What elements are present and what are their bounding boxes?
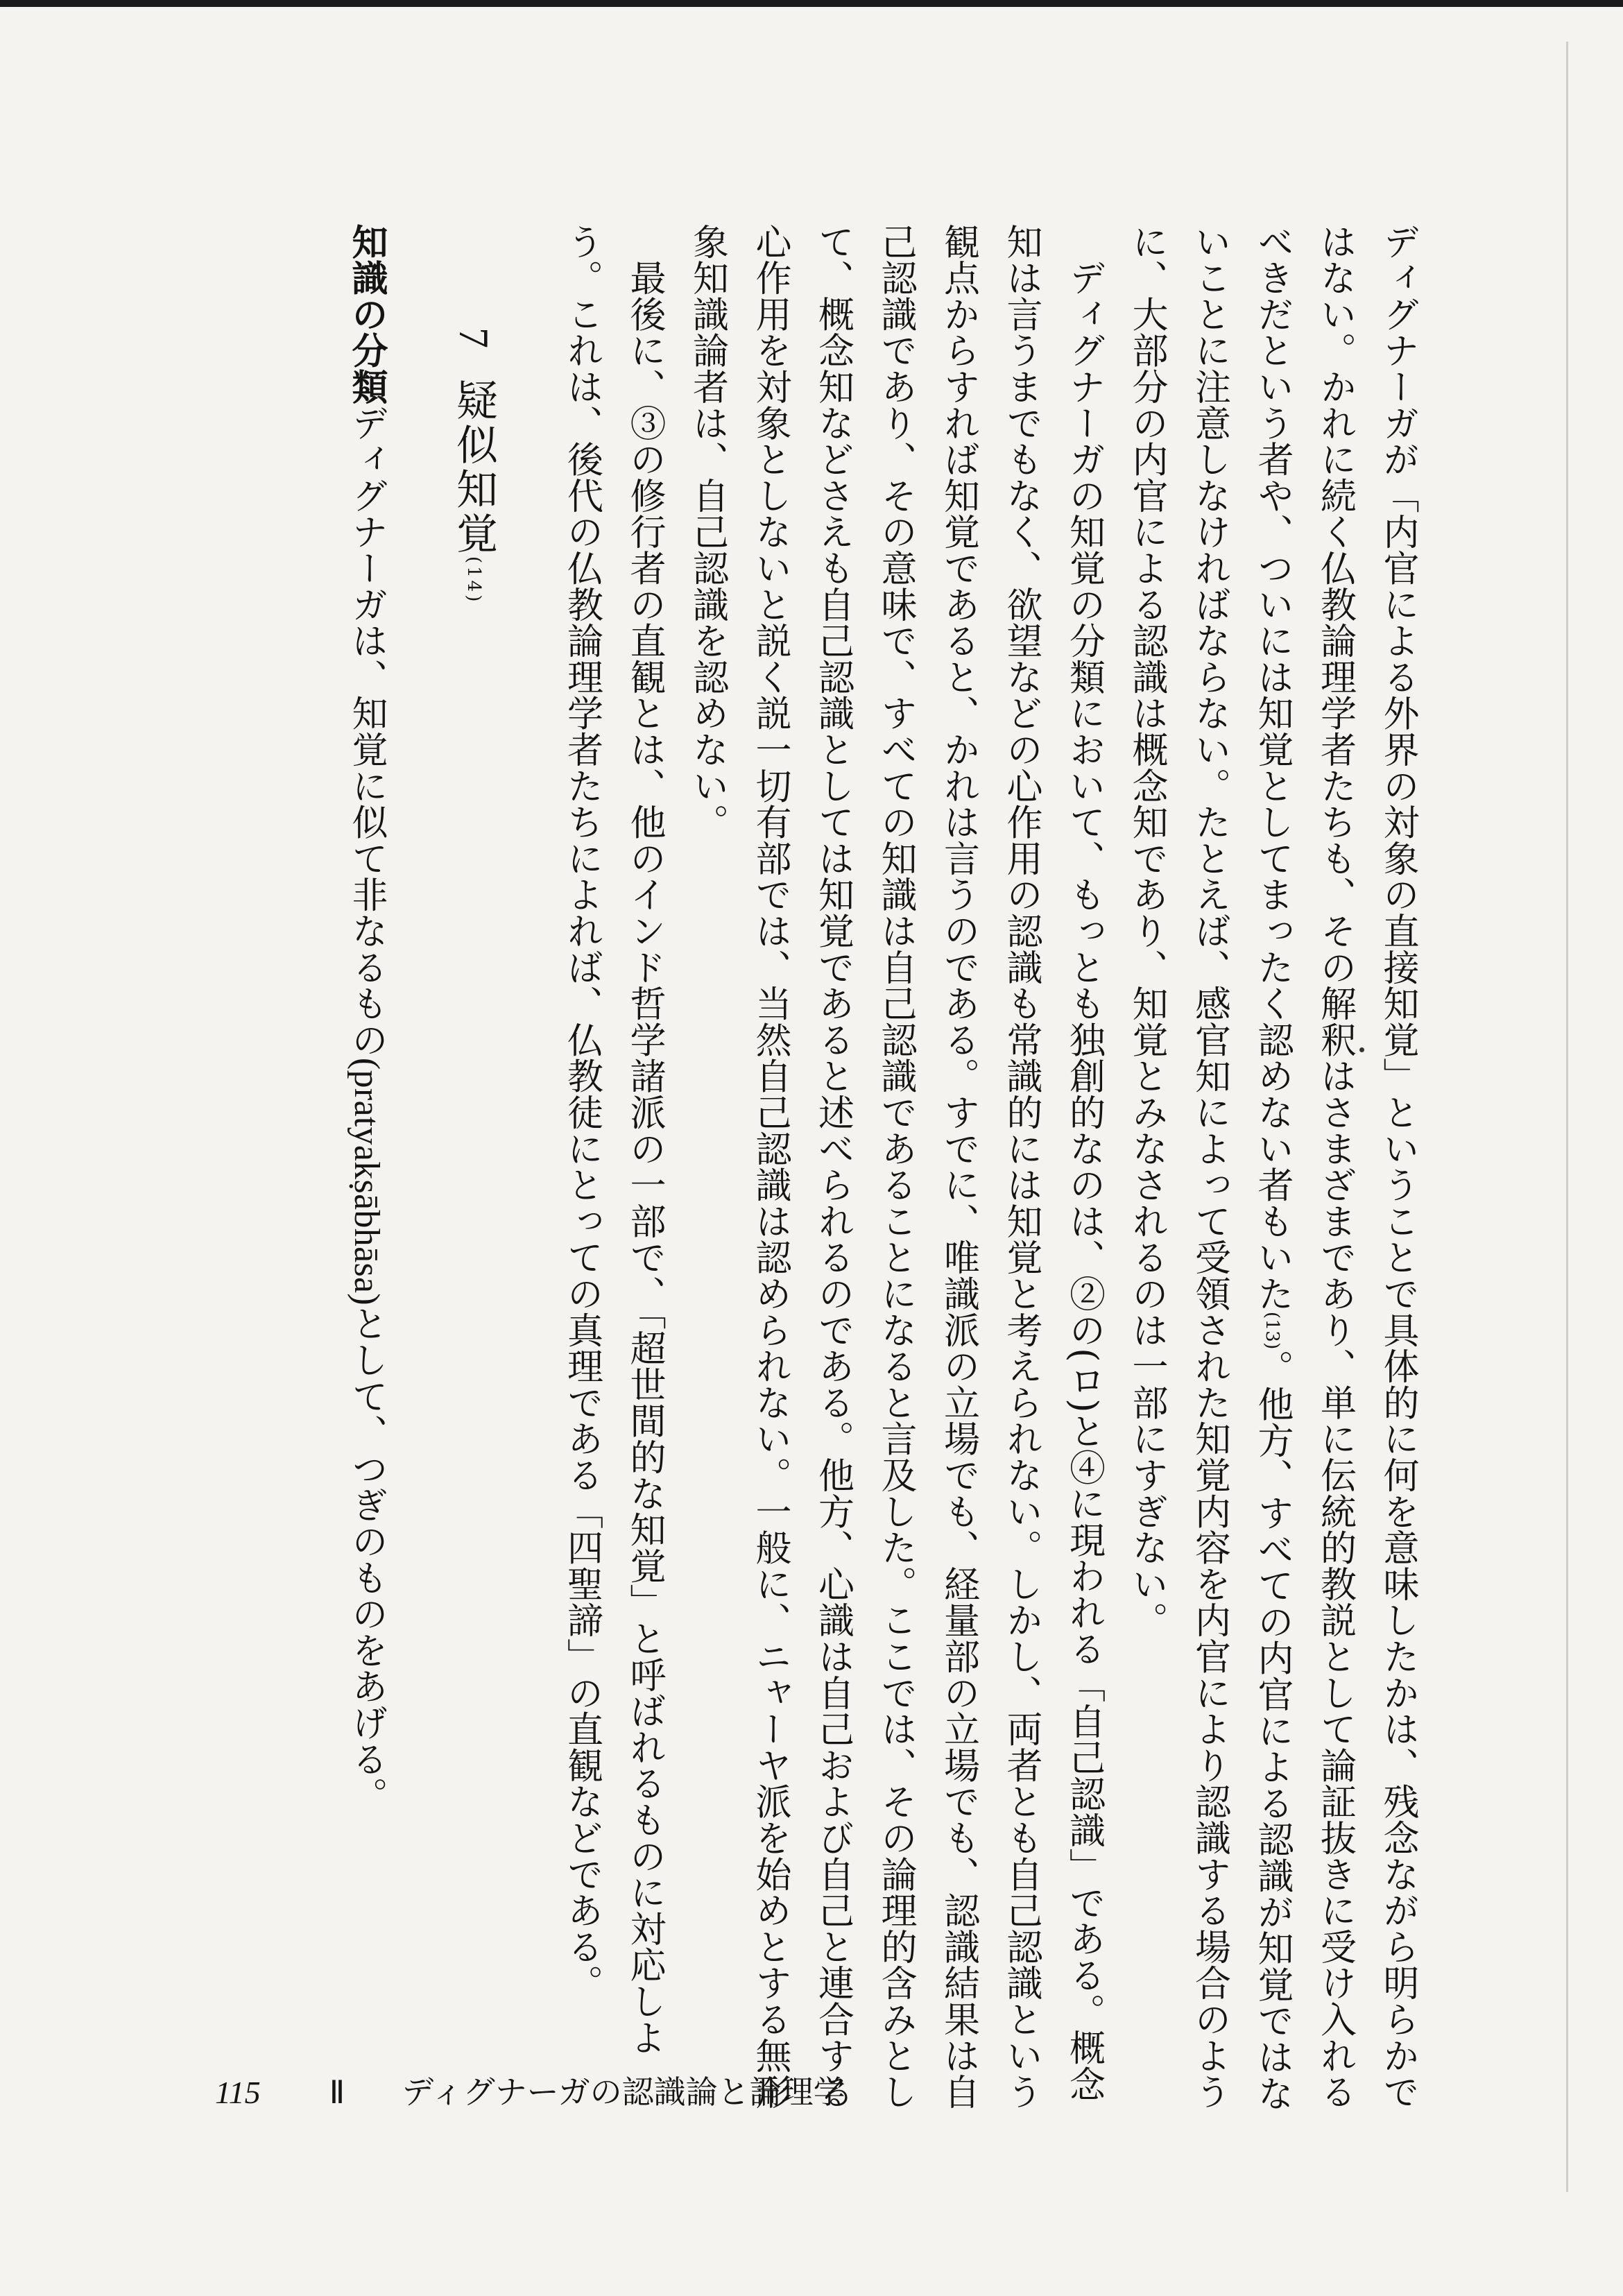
subsection-paragraph <box>335 223 398 2124</box>
top-border <box>0 0 1623 7</box>
main-text <box>335 223 1429 2124</box>
paragraph-2-indent <box>1063 223 1105 259</box>
section-number: 7 <box>451 327 497 351</box>
paragraph-3 <box>550 223 676 2124</box>
subsection-text-after: として、つぎのものをあげる。 <box>345 1305 387 1814</box>
gutter-line <box>1566 42 1568 2192</box>
paragraph-3-text: 最後に、③の修行者の直観とは、他のインド哲学諸派の一部で、「超世間的な知覚」と呼ばれるものに対応しよう。これは、後代の仏教論理学者たちによれば、仏教徒にとっての真理である「四聖諦」の直観などである。 <box>560 223 665 2056</box>
paragraph-1-continued: 。他方、すべての内官による認識が知覚ではないことに注意しなければならない。たとえば、感官知によって受領された知覚内容を内官により認識する場合のように、大部分の内官による認識は概念知であり、知覚とみなされるのは一部にすぎない。 <box>1126 223 1293 2111</box>
part-number: Ⅱ <box>329 2075 345 2110</box>
subsection-label: 知識の分類 <box>345 223 387 405</box>
running-title: ディグナーガの認識論と論理学 <box>402 2073 845 2111</box>
paragraph-1 <box>1115 223 1429 2124</box>
section-heading <box>397 223 550 2124</box>
paragraph-2 <box>676 223 1115 2124</box>
footnote-ref-13: (13) <box>1262 1312 1282 1350</box>
paragraph-2-text: ディグナーガの知覚の分類において、もっとも独創的なのは、②の(ロ)と④に現われる「自己認識」である。概念知は言うまでもなく、欲望などの心作用の認識も常識的には知覚と考えられない。しかし、両者とも自己認識という観点からすれば知覚であると、かれは言うのである。すでに、唯識派の立場でも、経量部の立場でも、認識結果は自己認識であり、その意味で、すべての知識は自己認識であることになると言及した。ここでは、その論理的含みとして、概念知などさえも自己認識としては知覚であると述べられるのである。他方、心識は自己および自己と連合する心作用を対象としないと説く説一切有部では、当然自己認識は認められない。一般に、ニャーヤ派を始めとする無形象知識論者は、自己認識を認めない。 <box>686 223 1105 2110</box>
section-title: 疑似知覚 <box>449 379 498 556</box>
sanskrit-term: (pratyakṣābhāsa) <box>347 1057 386 1305</box>
paragraph-3-indent <box>624 223 665 259</box>
subsection-text-before: ディグナーガは、知覚に似て非なるもの <box>345 404 387 1058</box>
page-number: 115 <box>215 2075 261 2110</box>
footnote-ref-14: (14) <box>463 556 484 605</box>
paragraph-1-text: ディグナーガが「内官による外界の対象の直接知覚」ということで具体的に何を意味したかは、残念ながら明らかではない。かれに続く仏教論理学者たちも、その解釈はさまざまであり、単に伝統的教説として論証抜きに受け入れるべきだという者や、ついには知覚としてまったく認めない者もいた <box>1251 223 1418 2110</box>
page-footer <box>215 2067 845 2116</box>
